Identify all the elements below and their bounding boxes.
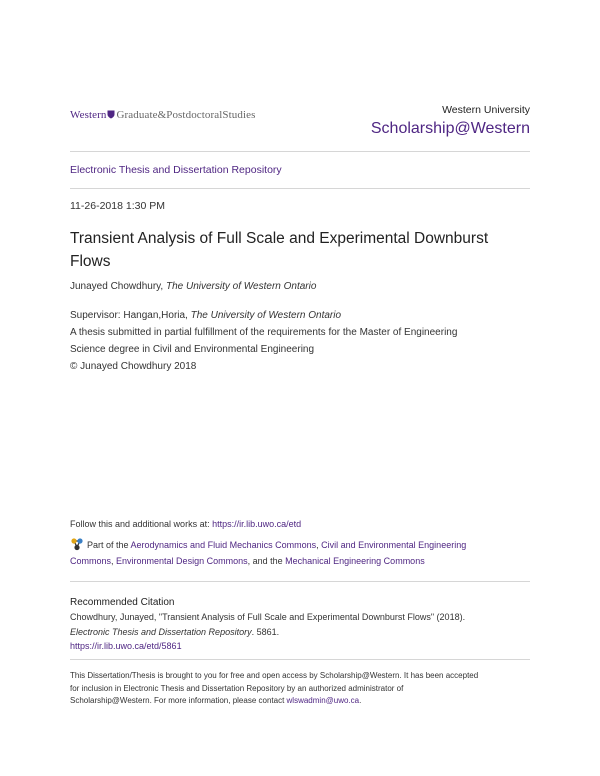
- follow-link[interactable]: https://ir.lib.uwo.ca/etd: [212, 519, 302, 529]
- citation-url[interactable]: https://ir.lib.uwo.ca/etd/5861: [70, 641, 182, 651]
- citation-heading: Recommended Citation: [70, 597, 175, 608]
- mechanical-commons-link[interactable]: Mechanical Engineering Commons: [285, 556, 425, 566]
- citation-line-1: Chowdhury, Junayed, "Transient Analysis of Full Scale and Experimental Downburst Flows" (2018).: [70, 612, 466, 622]
- part-of-sep-1: ,: [316, 540, 322, 550]
- environmental-design-commons-link[interactable]: Environmental Design Commons: [116, 556, 248, 566]
- citation-divider: [70, 581, 530, 582]
- repository-link[interactable]: Electronic Thesis and Dissertation Repository: [70, 164, 282, 176]
- part-of-sep-3: , and the: [247, 556, 286, 566]
- supervisor-affiliation: The University of Western Ontario: [190, 310, 342, 321]
- part-of-prefix: Part of the: [87, 540, 131, 550]
- thesis-statement-1: A thesis submitted in partial fulfillment of the requirements for the Master of Engineering: [70, 327, 458, 338]
- header-divider: [70, 151, 530, 152]
- author-affiliation: The University of Western Ontario: [165, 281, 317, 292]
- copyright: © Junayed Chowdhury 2018: [70, 361, 197, 372]
- submission-date: 11-26-2018 1:30 PM: [70, 200, 165, 212]
- author-name: Junayed Chowdhury,: [70, 281, 164, 292]
- scholarship-western-logo[interactable]: Scholarship@Western: [370, 120, 530, 137]
- part-of-commons: [70, 537, 540, 569]
- notice-line-2: for inclusion in Electronic Thesis and Dissertation Repository by an authorized administrator of: [70, 683, 404, 693]
- civil-commons-link-a[interactable]: Civil and Environmental Engineering: [321, 540, 467, 550]
- contact-email-link[interactable]: wlswadmin@uwo.ca: [286, 696, 360, 705]
- thesis-statement-2: Science degree in Civil and Environmental Engineering: [70, 344, 315, 355]
- thesis-title: Transient Analysis of Full Scale and Experimental Downburst Flows: [70, 230, 489, 270]
- follow-line: [70, 519, 301, 529]
- part-of-line-1: [70, 537, 540, 553]
- supervisor-label: Supervisor: Hangan,Horia,: [70, 310, 188, 321]
- university-name: Western University: [442, 104, 530, 116]
- thesis-metadata: [70, 307, 540, 375]
- logo-western-text: Western: [70, 109, 107, 121]
- logo-gps-text: Graduate&PostdoctoralStudies: [116, 109, 256, 121]
- network-icon: [70, 537, 84, 551]
- repository-divider: [70, 188, 530, 189]
- part-of-line-2: [70, 553, 540, 569]
- citation-block: [70, 610, 540, 654]
- part-of-sep-2: ,: [111, 556, 117, 566]
- citation-number: . 5861.: [251, 626, 280, 637]
- follow-text: Follow this and additional works at:: [70, 519, 213, 529]
- notice-line-1: This Dissertation/Thesis is brought to you for free and open access by Scholarship@Western. It has been accepted: [70, 671, 479, 680]
- supervisor-line: [70, 307, 540, 324]
- shield-icon: [107, 110, 115, 119]
- civil-commons-link-b[interactable]: Commons: [70, 556, 112, 566]
- notice-line-3: [70, 695, 540, 708]
- aerodynamics-commons-link[interactable]: Aerodynamics and Fluid Mechanics Commons: [130, 540, 317, 550]
- notice-contact-text: Scholarship@Western. For more information, please contact: [70, 696, 287, 705]
- western-gps-logo: [70, 109, 256, 121]
- author-line: [70, 281, 316, 292]
- access-notice: [70, 670, 540, 708]
- citation-journal: Electronic Thesis and Dissertation Repository: [70, 626, 252, 637]
- citation-line-2: [70, 625, 540, 640]
- notice-end: .: [359, 696, 362, 705]
- notice-divider: [70, 659, 530, 660]
